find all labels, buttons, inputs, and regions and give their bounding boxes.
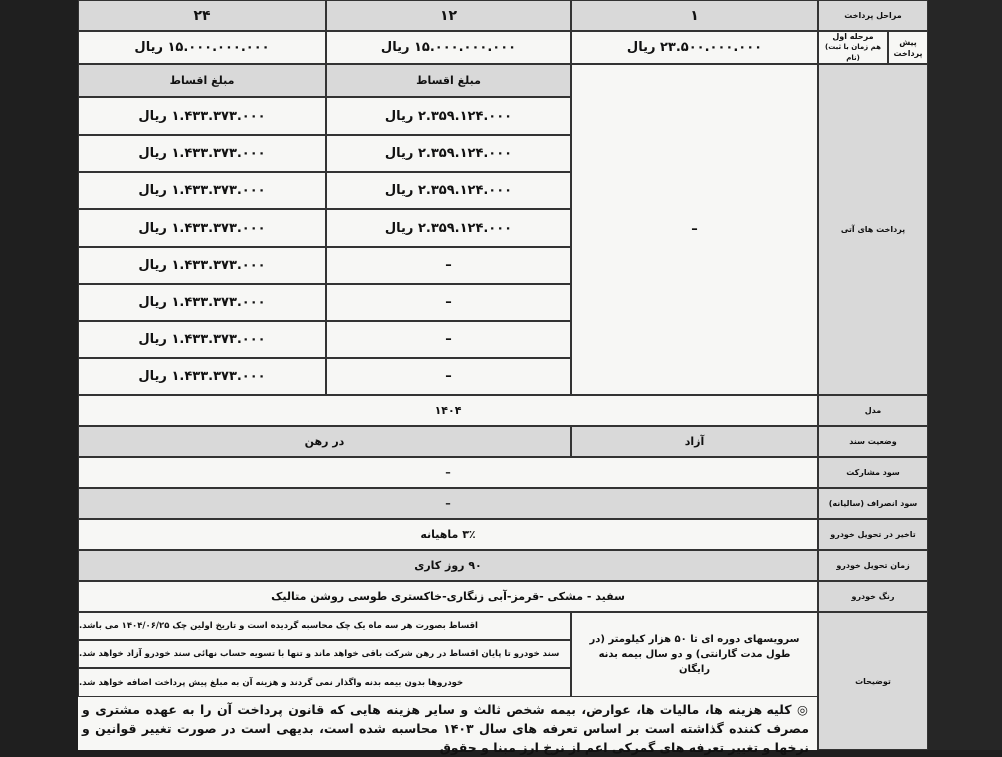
header-col-24: ۲۴ bbox=[78, 0, 326, 31]
payment-terms-sheet bbox=[78, 0, 928, 755]
model-value: ۱۴۰۴ bbox=[78, 395, 818, 426]
installment-24-row: ۱.۴۳۳.۳۷۳.۰۰۰ ریال bbox=[78, 135, 326, 172]
prepayment-label: پیش پرداخت bbox=[888, 31, 928, 64]
cancellation-profit-label: سود انصراف (سالیانه) bbox=[818, 488, 928, 519]
header-label: مراحل پرداخت bbox=[818, 0, 928, 31]
installment-12-row: ۲.۳۵۹.۱۲۴.۰۰۰ ریال bbox=[326, 209, 571, 247]
prepayment-stage bbox=[818, 31, 888, 64]
installment-12-row: – bbox=[326, 284, 571, 321]
installment-24-row: ۱.۴۳۳.۳۷۳.۰۰۰ ریال bbox=[78, 358, 326, 395]
note-line: خودروها بدون بیمه بدنه واگذار نمی گردند و هزینه آن به مبلغ پیش پرداخت اضافه خواهد شد. bbox=[78, 668, 571, 697]
installment-header-24: مبلغ اقساط bbox=[78, 64, 326, 97]
cancellation-profit-value: – bbox=[78, 488, 818, 519]
installment-12-row: – bbox=[326, 321, 571, 358]
installment-12-row: – bbox=[326, 247, 571, 284]
note-line: اقساط بصورت هر سه ماه یک چک محاسبه گردیده است و تاریخ اولین چک ۱۴۰۴/۰۶/۲۵ می باشد. bbox=[78, 612, 571, 640]
installment-12-row: ۲.۳۵۹.۱۲۴.۰۰۰ ریال bbox=[326, 172, 571, 209]
document-status-col-1: آزاد bbox=[571, 426, 818, 457]
notes-paragraph bbox=[78, 697, 818, 755]
note-line: سند خودرو تا پایان اقساط در رهن شرکت باقی خواهد ماند و تنها با تسویه حساب نهائی سند خودرو آزاد خواهد شد. bbox=[78, 640, 571, 668]
installment-24-row: ۱.۴۳۳.۳۷۳.۰۰۰ ریال bbox=[78, 172, 326, 209]
header-col-1: ۱ bbox=[571, 0, 818, 31]
future-payments-label: پرداخت های آتی bbox=[818, 64, 928, 395]
participation-profit-value: – bbox=[78, 457, 818, 488]
installment-24-row: ۱.۴۳۳.۳۷۳.۰۰۰ ریال bbox=[78, 209, 326, 247]
document-status-label: وضعیت سند bbox=[818, 426, 928, 457]
delivery-time-value: ۹۰ روز کاری bbox=[78, 550, 818, 581]
delivery-delay-value: ۳٪ ماهیانه bbox=[78, 519, 818, 550]
model-label: مدل bbox=[818, 395, 928, 426]
installment-24-row: ۱.۴۳۳.۳۷۳.۰۰۰ ریال bbox=[78, 247, 326, 284]
installment-12-row: – bbox=[326, 358, 571, 395]
delivery-time-label: زمان تحویل خودرو bbox=[818, 550, 928, 581]
header-col-12: ۱۲ bbox=[326, 0, 571, 31]
prepayment-col-1: ۲۳.۵۰۰.۰۰۰.۰۰۰ ریال bbox=[571, 31, 818, 64]
prepayment-col-24: ۱۵.۰۰۰.۰۰۰.۰۰۰ ریال bbox=[78, 31, 326, 64]
installment-24-row: ۱.۴۳۳.۳۷۳.۰۰۰ ریال bbox=[78, 284, 326, 321]
installment-24-row: ۱.۴۳۳.۳۷۳.۰۰۰ ریال bbox=[78, 97, 326, 135]
notes-label: توضیحات bbox=[818, 612, 928, 750]
background-edge bbox=[928, 0, 1002, 750]
prepayment-col-12: ۱۵.۰۰۰.۰۰۰.۰۰۰ ریال bbox=[326, 31, 571, 64]
document-status-rest: در رهن bbox=[78, 426, 571, 457]
prepayment-stage-title: مرحله اول bbox=[832, 32, 874, 41]
future-payments-col-1: – bbox=[571, 64, 818, 395]
installment-header-12: مبلغ اقساط bbox=[326, 64, 571, 97]
notes-paragraph-text: کلیه هزینه ها، مالیات ها، عوارض، بیمه شخص ثالث و سایر هزینه هایی که قانون پرداخت آن را به عهده مشتری و مصرف کننده گذاشته است بر اساس تعرفه های سال ۱۴۰۳ محاسبه شده است، بدیهی است در صورت تغییر قوانین و نرخها و تغییر تعرفه های گمرکی اعم از نرخ ارز مبنا و حقوق bbox=[82, 702, 809, 755]
car-color-value: سفید - مشکی -قرمز-آبی زنگاری-خاکستری طوسی روشن متالیک bbox=[78, 581, 818, 612]
delivery-delay-label: تاخیر در تحویل خودرو bbox=[818, 519, 928, 550]
installment-12-row: ۲.۳۵۹.۱۲۴.۰۰۰ ریال bbox=[326, 97, 571, 135]
service-note: سرویسهای دوره ای تا ۵۰ هزار کیلومتر (در طول مدت گارانتی) و دو سال بیمه بدنه رایگان bbox=[571, 612, 818, 697]
installment-12-row: ۲.۳۵۹.۱۲۴.۰۰۰ ریال bbox=[326, 135, 571, 172]
prepayment-stage-note: (هم زمان با ثبت نام) bbox=[825, 43, 881, 62]
bullet-icon: ◎ bbox=[791, 702, 809, 717]
participation-profit-label: سود مشارکت bbox=[818, 457, 928, 488]
installment-24-row: ۱.۴۳۳.۳۷۳.۰۰۰ ریال bbox=[78, 321, 326, 358]
car-color-label: رنگ خودرو bbox=[818, 581, 928, 612]
